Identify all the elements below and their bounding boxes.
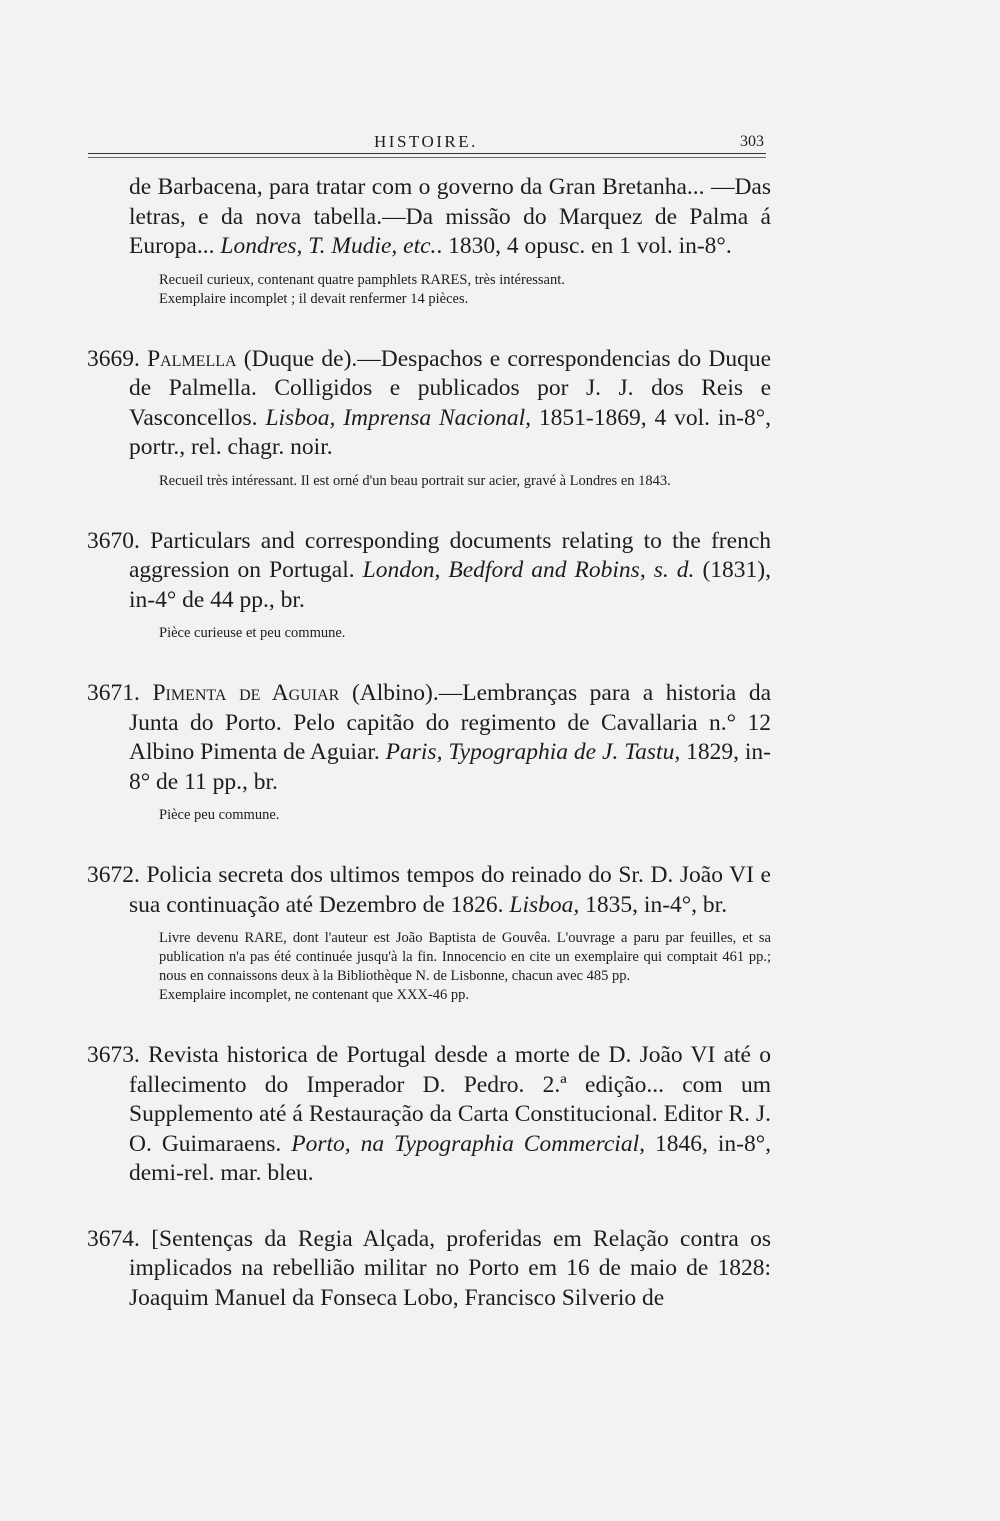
entry-note: Recueil très intéressant. Il est orné d'un beau portrait sur acier, gravé à Londres en 1843. <box>159 472 671 489</box>
entry-notes <box>129 806 771 825</box>
entry-notes <box>129 929 771 1005</box>
entry-text <box>87 527 771 616</box>
catalog-entry-3673 <box>87 1041 771 1189</box>
entry-author: Pimenta de Aguiar <box>152 680 340 706</box>
entry-notes <box>129 624 771 643</box>
entry-number: 3669. <box>87 345 140 372</box>
entry-imprint: Londres, T. Mudie, etc. <box>220 233 437 259</box>
entry-details: (1831), in-4° de 44 pp., br. <box>129 557 771 613</box>
entry-title: Policia secreta dos ultimos tempos do reinado do Sr. D. João VI e sua continuação até Dezembro de 1826. <box>129 862 771 918</box>
entry-number: 3674. <box>87 1225 140 1252</box>
entry-number: 3673. <box>87 1042 140 1068</box>
entry-details: . 1830, 4 opusc. en 1 vol. in-8°. <box>436 233 732 259</box>
entry-title: [Sentenças da Regia Alçada, proferidas em Relação contra os implicados na rebellião militar no Porto em 16 de maio de 1828: Joaquim Manuel da Fonseca Lobo, Francisco Silverio de <box>129 1225 771 1311</box>
entry-imprint: Paris, Typographia de J. Tastu, <box>385 739 681 765</box>
header-rule <box>88 153 766 154</box>
catalog-entry-3672 <box>87 861 771 1005</box>
running-head: HISTOIRE. <box>374 132 478 151</box>
entry-text <box>87 345 771 463</box>
header-rule-thin <box>88 157 766 158</box>
entry-note: Livre devenu RARE, dont l'auteur est João Baptista de Gouvêa. L'ouvrage a paru par feuilles, et sa publication n'a pas été continuée jusqu'à la fin. Innocencio en cite un exemplaire qui comptait 461 pp.; nous en connaissons deux à la Bibliothèque N. de Lisbonne, chacun avec 485 pp. <box>159 930 771 984</box>
entry-note: Pièce curieuse et peu commune. <box>159 625 346 641</box>
entry-details: 1835, in-4°, br. <box>579 891 728 918</box>
entry-text <box>87 1225 771 1314</box>
entry-number: 3672. <box>87 862 140 888</box>
entry-notes <box>129 271 771 309</box>
entry-number: 3670. <box>87 527 140 554</box>
entry-text <box>129 173 771 262</box>
entry-notes <box>129 472 771 491</box>
entry-imprint: Lisboa, Imprensa Nacional, <box>265 404 532 431</box>
entry-text <box>87 679 771 797</box>
entry-details: 1851-1869, 4 vol. in-8°, portr., rel. chagr. noir. <box>129 404 772 460</box>
entry-details: 1846, in-8°, demi-rel. mar. bleu. <box>129 1130 771 1186</box>
entry-title: de Barbacena, para tratar com o governo da Gran Bretanha... —Das letras, e da nova tabella.—Da missão do Marquez de Palma á Europa... <box>129 174 771 259</box>
continued-entry <box>129 173 771 309</box>
entry-note: Recueil curieux, contenant quatre pamphlets RARES, très intéressant. <box>159 271 565 288</box>
page-number: 303 <box>740 133 764 150</box>
entry-imprint: London, Bedford and Robins, s. d. <box>362 557 695 583</box>
entry-title: (Albino).—Lembranças para a historia da Junta do Porto. Pelo capitão do regimento de Cavallaria n.° 12 Albino Pimenta de Aguiar. <box>129 680 772 765</box>
entry-note: Exemplaire incomplet ; il devait renfermer 14 pièces. <box>159 290 469 307</box>
entry-text <box>87 1041 771 1189</box>
catalog-entry-3669 <box>87 345 772 491</box>
entry-text <box>87 861 771 920</box>
entry-title: (Duque de).—Despachos e correspondencias do Duque de Palmella. Colligidos e publicados por J. J. dos Reis e Vasconcellos. <box>129 345 771 431</box>
entry-imprint: Lisboa, <box>509 891 580 918</box>
entry-title: Particulars and corresponding documents relating to the french aggression on Portugal. <box>129 527 771 583</box>
page-body <box>87 173 772 1313</box>
page-header <box>88 130 766 160</box>
catalog-entry-3671 <box>87 679 772 825</box>
catalog-entry-3670 <box>87 527 771 644</box>
entry-imprint: Porto, na Typographia Commercial, <box>291 1130 645 1157</box>
entry-note: Exemplaire incomplet, ne contenant que XXX-46 pp. <box>159 987 470 1003</box>
entry-title: Revista historica de Portugal desde a morte de D. João VI até o fallecimento do Imperador D. Pedro. 2.ª edição... com um Supplemento até á Restauração da Carta Constitucional. Editor R. J. O. Guimaraens. <box>129 1042 771 1157</box>
entry-details: 1829, in-8° de 11 pp., br. <box>129 739 771 795</box>
entry-note: Pièce peu commune. <box>159 807 280 823</box>
entry-number: 3671. <box>87 680 140 706</box>
entry-author: Palmella <box>147 345 237 372</box>
catalog-entry-3674 <box>87 1225 771 1314</box>
